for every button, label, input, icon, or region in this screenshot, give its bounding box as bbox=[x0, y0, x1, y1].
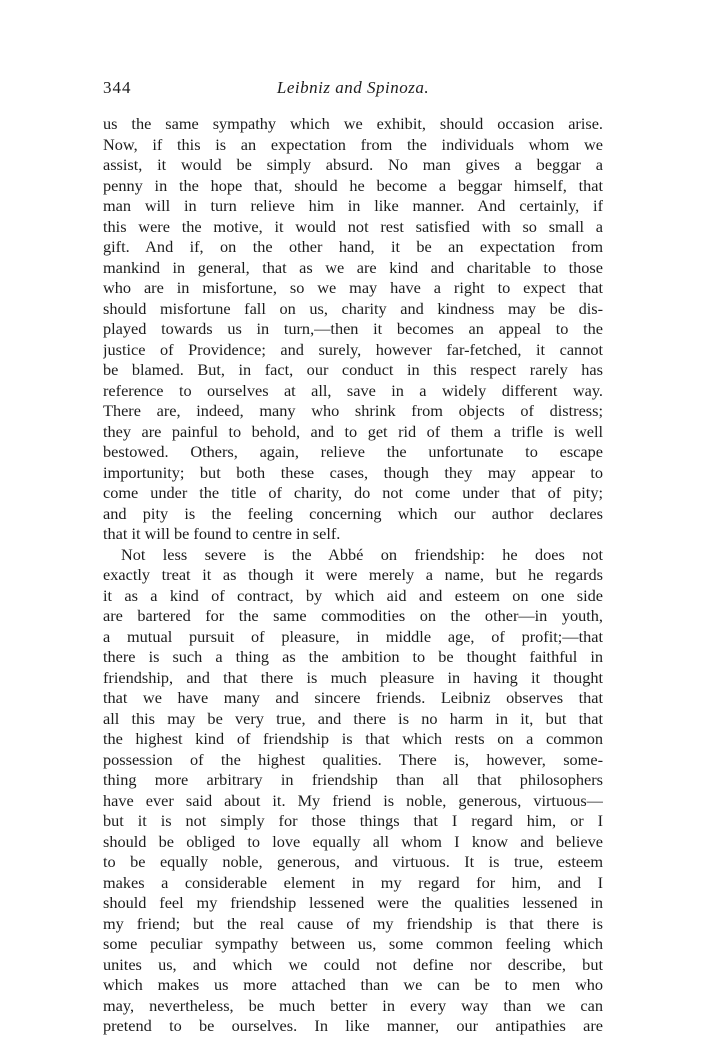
text-line: friendship, and that there is much pleasure in having it thought bbox=[103, 667, 603, 687]
text-line: reference to ourselves at all, save in a widely different way. bbox=[103, 380, 603, 400]
page-number: 344 bbox=[103, 78, 132, 97]
text-line: are bartered for the same commodities on the other—in youth, bbox=[103, 606, 603, 625]
text-line: There are, indeed, many who shrink from objects of distress; bbox=[103, 401, 603, 420]
text-line: bestowed. Others, again, relieve the unfortunate to escape bbox=[103, 442, 603, 461]
text-line: to be equally noble, generous, and virtuous. It is true, esteem bbox=[103, 852, 603, 871]
text-line: gift. And if, on the other hand, it be an expectation from bbox=[103, 237, 603, 256]
text-line: makes a considerable element in my regard for him, and I bbox=[103, 872, 603, 892]
text-line: all this may be very true, and there is no harm in it, but that bbox=[103, 708, 603, 728]
text-line: that we have many and sincere friends. Leibniz observes that bbox=[103, 688, 603, 707]
text-line: this were the motive, it would not rest satisfied with so small a bbox=[103, 216, 603, 236]
text-line: possession of the highest qualities. There is, however, some- bbox=[103, 749, 603, 769]
text-line: should misfortune fall on us, charity and kindness may be dis- bbox=[103, 298, 603, 318]
text-line: assist, it would be simply absurd. No man gives a beggar a bbox=[103, 155, 603, 174]
body-text bbox=[103, 114, 603, 1037]
text-line: a mutual pursuit of pleasure, in middle age, of profit;—that bbox=[103, 626, 603, 646]
text-line: there is such a thing as the ambition to be thought faithful in bbox=[103, 647, 603, 666]
text-line: but it is not simply for those things that I regard him, or I bbox=[103, 811, 603, 830]
paragraph bbox=[103, 545, 603, 1037]
text-line: justice of Providence; and surely, however far-fetched, it cannot bbox=[103, 339, 603, 359]
text-line: pretend to be ourselves. In like manner, our antipathies are bbox=[103, 1016, 603, 1035]
text-line: and pity is the feeling concerning which our author declares bbox=[103, 503, 603, 523]
text-line: us the same sympathy which we exhibit, should occasion arise. bbox=[103, 114, 603, 133]
text-line: exactly treat it as though it were merely a name, but he regards bbox=[103, 565, 603, 584]
text-line: unites us, and which we could not define nor describe, but bbox=[103, 954, 603, 974]
text-line: man will in turn relieve him in like manner. And certainly, if bbox=[103, 196, 603, 215]
text-line: Not less severe is the Abbé on friendship: he does not bbox=[121, 544, 603, 564]
text-line: penny in the hope that, should he become a beggar himself, that bbox=[103, 175, 603, 195]
text-line: be blamed. But, in fact, our conduct in this respect rarely has bbox=[103, 360, 603, 379]
page-header bbox=[103, 78, 603, 102]
text-line: importunity; but both these cases, though they may appear to bbox=[103, 462, 603, 482]
text-line: some peculiar sympathy between us, some common feeling which bbox=[103, 934, 603, 953]
text-line: who are in misfortune, so we may have a right to expect that bbox=[103, 278, 603, 297]
text-line: that it will be found to centre in self. bbox=[103, 524, 341, 543]
text-line: should be obliged to love equally all whom I know and believe bbox=[103, 831, 603, 851]
text-line: have ever said about it. My friend is noble, generous, virtuous— bbox=[103, 790, 603, 810]
running-title: Leibniz and Spinoza. bbox=[276, 78, 430, 97]
text-line: played towards us in turn,—then it becomes an appeal to the bbox=[103, 319, 603, 338]
text-line: which makes us more attached than we can be to men who bbox=[103, 975, 603, 994]
text-line: they are painful to behold, and to get rid of them a trifle is well bbox=[103, 421, 603, 441]
text-line: it as a kind of contract, by which aid and esteem on one side bbox=[103, 585, 603, 605]
text-line: should feel my friendship lessened were the qualities lessened in bbox=[103, 893, 603, 912]
text-line: mankind in general, that as we are kind and charitable to those bbox=[103, 257, 603, 277]
paragraph-container bbox=[103, 114, 603, 1037]
text-line: may, nevertheless, be much better in every way than we can bbox=[103, 995, 603, 1015]
text-line: come under the title of charity, do not come under that of pity; bbox=[103, 483, 603, 502]
text-line: my friend; but the real cause of my friendship is that there is bbox=[103, 913, 603, 933]
text-line: Now, if this is an expectation from the individuals whom we bbox=[103, 134, 603, 154]
text-line: the highest kind of friendship is that which rests on a common bbox=[103, 729, 603, 748]
text-line: thing more arbitrary in friendship than all that philosophers bbox=[103, 770, 603, 789]
paragraph bbox=[103, 114, 603, 545]
